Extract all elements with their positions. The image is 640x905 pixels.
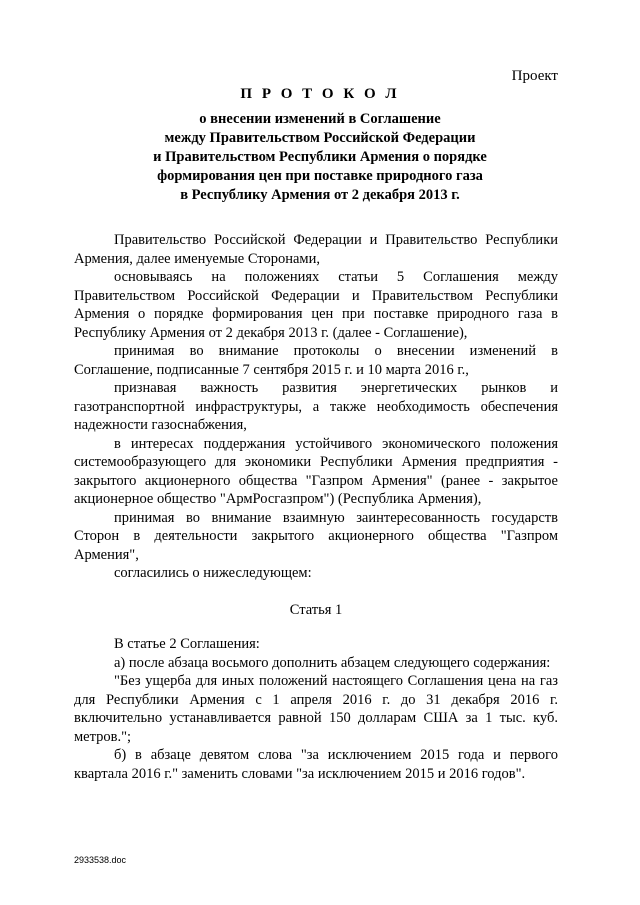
- subtitle-line: и Правительством Республики Армения о порядке: [153, 149, 487, 165]
- preamble-paragraph: принимая во внимание протоколы о внесении изменений в Соглашение, подписанные 7 сентября 2015 г. и 10 марта 2016 г.,: [74, 343, 558, 378]
- project-label: Проект: [511, 68, 558, 84]
- document-subtitle: [0, 110, 640, 205]
- preamble-paragraph: принимая во внимание взаимную заинтересованность государств Сторон в деятельности закрытого акционерного общества "Газпром Армения",: [74, 509, 558, 563]
- file-reference: 2933538.doc: [74, 855, 127, 865]
- article-paragraph: "Без ущерба для иных положений настоящего Соглашения цена на газ для Республики Армения с 1 апреля 2016 г. до 31 декабря 2016 г. включительно устанавливается равной 150 долларам США за 1 тыс. куб. метров.";: [74, 673, 558, 745]
- preamble-paragraph: признавая важность развития энергетических рынков и газотранспортной инфраструктуры, а также необходимость обеспечения надежности газоснабжения,: [74, 380, 558, 433]
- preamble-paragraph: основываясь на положениях статьи 5 Соглашения между Правительством Российской Федерации и Правительством Республики Армения о порядке формирования цен при поставке природного газа в Республику Армения от 2 декабря 2013 г. (далее - Соглашение),: [74, 269, 558, 341]
- article-paragraph: а) после абзаца восьмого дополнить абзацем следующего содержания:: [114, 654, 551, 671]
- preamble-paragraph: Правительство Российской Федерации и Правительство Республики Армения, далее именуемые Сторонами,: [74, 232, 558, 267]
- subtitle-line: о внесении изменений в Соглашение: [199, 111, 441, 127]
- article-paragraph: В статье 2 Соглашения:: [114, 636, 260, 652]
- document-title: П Р О Т О К О Л: [240, 86, 400, 102]
- subtitle-line: формирования цен при поставке природного газа: [157, 168, 483, 184]
- preamble-paragraph: в интересах поддержания устойчивого экономического положения системообразующего для экономики Республики Армения предприятия - закрытого акционерного общества "Газпром Армения" (ранее - закрытое акционерное общество "АрмРосгазпром") (Республика Армения),: [74, 435, 558, 507]
- preamble-paragraph: согласились о нижеследующем:: [114, 565, 312, 581]
- document-body: [74, 231, 558, 783]
- article-paragraph: б) в абзаце девятом слова "за исключением 2015 года и первого квартала 2016 г." заменить словами "за исключением 2015 и 2016 годов".: [74, 747, 558, 782]
- subtitle-line: между Правительством Российской Федерации: [164, 130, 476, 146]
- subtitle-line: в Республику Армения от 2 декабря 2013 г.: [180, 187, 460, 203]
- article-heading: Статья 1: [289, 601, 343, 618]
